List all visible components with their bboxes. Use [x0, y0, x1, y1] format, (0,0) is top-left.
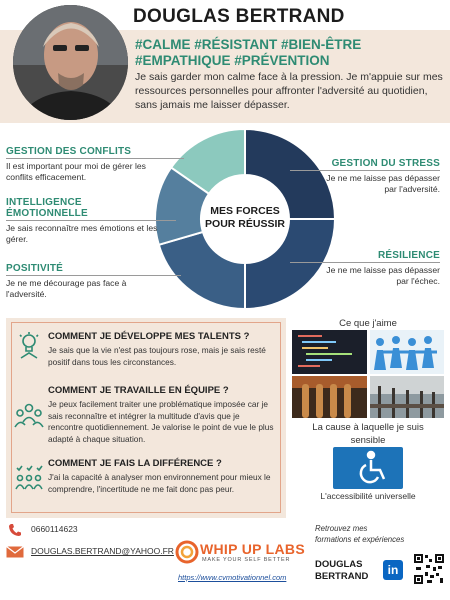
- brand-logo-icon: [175, 540, 199, 564]
- phone-number[interactable]: 0660114623: [31, 524, 78, 534]
- strength-gestion-stress: [322, 158, 440, 195]
- phone-icon: [8, 523, 22, 537]
- strength-text: Je sais reconnaître mes émotions et les gérer.: [6, 223, 158, 244]
- divider: [6, 220, 176, 221]
- team-icon: [14, 400, 44, 430]
- website-link[interactable]: https://www.cvmotivationnel.com: [178, 573, 287, 582]
- strength-title: POSITIVITÉ: [6, 263, 64, 274]
- pier-image: [370, 376, 444, 418]
- hashtags-line-1: #CALME #RÉSISTANT #BIEN-ÊTRE: [135, 37, 362, 52]
- promo-name: [315, 559, 368, 583]
- hashtags: [135, 37, 445, 69]
- divider: [6, 275, 181, 276]
- talent-item-develop: [48, 331, 273, 368]
- promo-text: Retrouvez mes formations et expériences: [315, 524, 405, 544]
- brand-tagline: MAKE YOUR SELF BETTER: [202, 557, 291, 563]
- cause-title: La cause à laquelle je suis sensible: [312, 422, 424, 446]
- person-name: DOUGLAS BERTRAND: [133, 6, 345, 27]
- likes-title: Ce que j'aime: [339, 318, 397, 329]
- code-screen-image: [292, 330, 367, 374]
- donut-center-line-1: MES FORCES: [210, 205, 280, 217]
- strength-positivite: [6, 263, 158, 300]
- qr-code-icon[interactable]: [413, 553, 445, 585]
- donut-center-line-2: POUR RÉUSSIR: [205, 218, 285, 230]
- talent-question: COMMENT JE TRAVAILLE EN ÉQUIPE ?: [48, 385, 229, 396]
- strength-text: Je ne me laisse pas dépasser par l'adversité.: [326, 173, 440, 194]
- strength-resilience: [322, 250, 440, 287]
- talent-item-team: [48, 385, 276, 445]
- strength-intelligence-emotionnelle: [6, 197, 158, 245]
- talent-question: COMMENT JE FAIS LA DIFFÉRENCE ?: [48, 458, 222, 469]
- talent-question: COMMENT JE DÉVELOPPE MES TALENTS ?: [48, 331, 250, 342]
- motto-text: Je sais garder mon calme face à la pression. Je m'appuie sur mes ressources personnelles pour affronter l'adversité au quotidien, sans jamais me laisser dépasser.: [135, 71, 443, 111]
- strength-text: Je ne me décourage pas face à l'adversité.: [6, 278, 127, 299]
- promo-name-line-1: DOUGLAS: [315, 559, 363, 570]
- divider: [290, 170, 440, 171]
- divider: [6, 158, 184, 159]
- strength-text: Il est important pour moi de gérer les conflits efficacement.: [6, 161, 146, 182]
- checklist-people-icon: [14, 463, 44, 493]
- guitars-image: [292, 376, 367, 418]
- divider: [290, 262, 440, 263]
- email-link[interactable]: DOUGLAS.BERTRAND@YAHOO.FR: [31, 546, 174, 556]
- ring-segment-positivite: [159, 232, 245, 309]
- cause-label: L'accessibilité universelle: [320, 491, 416, 501]
- strength-title: GESTION DES CONFLITS: [6, 146, 132, 157]
- brand-name: WHIP UP LABS: [200, 541, 305, 557]
- talent-answer: Je sais que la vie n'est pas toujours rose, mais je sais resté positif dans tous les circonstances.: [48, 345, 266, 367]
- hashtags-line-2: #EMPATHIQUE #PRÉVENTION: [135, 53, 330, 68]
- strength-title: INTELLIGENCE ÉMOTIONNELLE: [6, 197, 88, 219]
- email-icon: [6, 545, 24, 557]
- lightbulb-person-icon: [14, 330, 44, 360]
- linkedin-icon[interactable]: in: [383, 560, 403, 580]
- strength-title: RÉSILIENCE: [377, 250, 440, 261]
- strength-title: GESTION DU STRESS: [331, 158, 440, 169]
- talent-answer: Je peux facilement traiter une problématique imposée car je sais reconnaître et intégrer la multitude d'avis que je rencontre quotidiennement. Je valorise le point de vue le plus adapté à chaque situation.: [48, 399, 274, 444]
- strength-text: Je ne me laisse pas dépasser par l'échec.: [326, 265, 440, 286]
- promo-name-line-2: BERTRAND: [315, 571, 369, 582]
- wheelchair-icon: [333, 447, 403, 489]
- talent-item-difference: [48, 458, 276, 495]
- donut-center-label: [199, 205, 291, 231]
- strength-gestion-conflits: [6, 146, 158, 183]
- talent-answer: J'ai la capacité à analyser mon environnement pour mieux le comprendre, l'incertitude ne me fait donc pas peur.: [48, 472, 271, 494]
- profile-photo: [13, 5, 128, 120]
- paper-people-chain-image: [370, 330, 444, 374]
